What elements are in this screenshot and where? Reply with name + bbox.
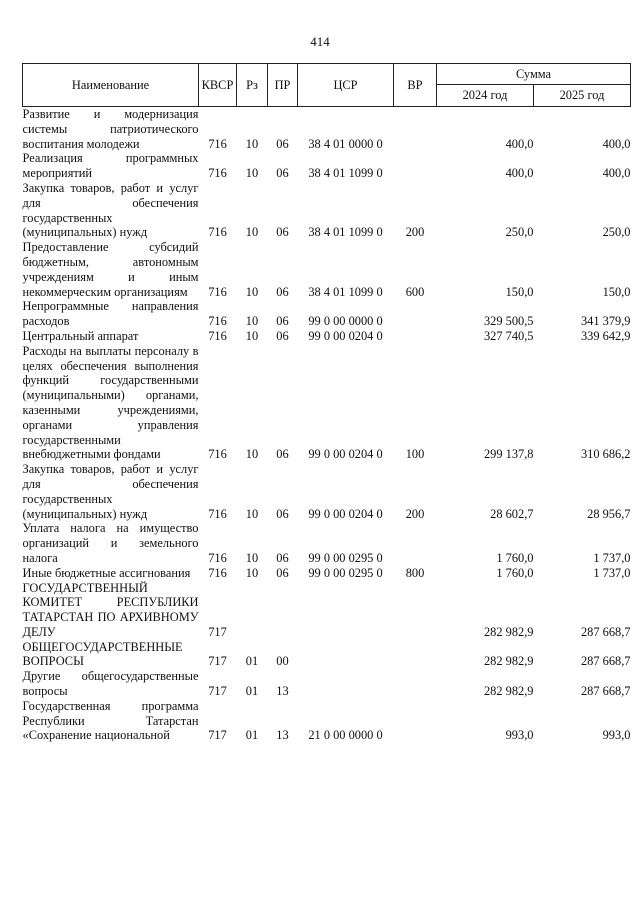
row-name: Закупка товаров, работ и услуг для обеспечения государственных (муниципальных) нужд bbox=[22, 180, 199, 240]
row-csr bbox=[298, 581, 394, 640]
row-rz: 10 bbox=[245, 314, 259, 329]
row-vr bbox=[394, 329, 437, 344]
header-name: Наименование bbox=[23, 64, 199, 107]
table-row bbox=[23, 462, 631, 521]
row-rz: 01 bbox=[245, 728, 259, 743]
row-sum-2024: 1 760,0 bbox=[496, 565, 534, 580]
row-rz: 10 bbox=[245, 506, 259, 521]
page-number: 414 bbox=[310, 34, 330, 49]
row-sum-2024: 400,0 bbox=[505, 166, 534, 181]
row-sum-2025: 1 737,0 bbox=[593, 550, 631, 565]
row-sum-2024: 327 740,5 bbox=[483, 328, 534, 343]
row-csr: 99 0 00 0204 0 bbox=[308, 447, 383, 462]
row-sum-2025: 287 668,7 bbox=[580, 684, 631, 699]
row-pr: 06 bbox=[276, 284, 289, 299]
row-sum-2024: 28 602,7 bbox=[490, 506, 534, 521]
row-sum-2024: 993,0 bbox=[505, 728, 534, 743]
table-row bbox=[23, 151, 631, 181]
row-rz: 10 bbox=[245, 225, 259, 240]
row-name: Закупка товаров, работ и услуг для обеспечения государственных (муниципальных) нужд bbox=[22, 462, 199, 521]
header-csr: ЦСР bbox=[298, 64, 394, 107]
row-pr bbox=[268, 581, 298, 640]
table-row bbox=[23, 299, 631, 329]
row-vr bbox=[394, 669, 437, 699]
row-vr: 200 bbox=[405, 506, 425, 521]
row-kvsr: 717 bbox=[208, 654, 227, 669]
row-csr: 38 4 01 1099 0 bbox=[308, 166, 383, 181]
row-csr bbox=[298, 640, 394, 670]
header-2025: 2025 год bbox=[534, 85, 631, 107]
row-kvsr: 716 bbox=[208, 550, 227, 565]
row-csr: 99 0 00 0295 0 bbox=[308, 565, 383, 580]
row-kvsr: 716 bbox=[208, 314, 227, 329]
row-name: Расходы на выплаты персоналу в целях обеспечения выполнения функций государственными (муниципальными) органами, казенными учреждениями, органами управления государственными внебюджетными фондами bbox=[22, 343, 199, 462]
row-pr: 06 bbox=[276, 136, 289, 151]
table-row bbox=[23, 699, 631, 743]
row-pr: 06 bbox=[276, 447, 289, 462]
row-pr: 06 bbox=[276, 225, 289, 240]
table-row bbox=[23, 344, 631, 462]
row-pr: 13 bbox=[276, 684, 289, 699]
row-pr: 06 bbox=[276, 328, 289, 343]
row-sum-2024: 1 760,0 bbox=[496, 550, 534, 565]
row-sum-2024: 400,0 bbox=[505, 136, 534, 151]
row-csr: 99 0 00 0295 0 bbox=[308, 550, 383, 565]
row-sum-2025: 339 642,9 bbox=[580, 328, 631, 343]
header-kvsr: КВСР bbox=[199, 64, 237, 107]
row-sum-2024: 299 137,8 bbox=[483, 447, 534, 462]
row-rz: 10 bbox=[245, 136, 259, 151]
row-sum-2024: 282 982,9 bbox=[483, 654, 534, 669]
table-row bbox=[23, 566, 631, 581]
row-sum-2025: 250,0 bbox=[602, 225, 631, 240]
row-pr: 13 bbox=[276, 728, 289, 743]
row-pr: 06 bbox=[276, 506, 289, 521]
row-csr: 38 4 01 1099 0 bbox=[308, 284, 383, 299]
row-name: ГОСУДАРСТВЕННЫЙ КОМИТЕТ РЕСПУБЛИКИ ТАТАРСТАН ПО АРХИВНОМУ ДЕЛУ bbox=[22, 580, 199, 639]
row-vr bbox=[394, 151, 437, 181]
row-sum-2025: 400,0 bbox=[602, 136, 631, 151]
row-vr bbox=[394, 107, 437, 152]
row-sum-2025: 400,0 bbox=[602, 166, 631, 181]
row-vr: 600 bbox=[405, 284, 425, 299]
row-sum-2024: 282 982,9 bbox=[483, 624, 534, 639]
row-csr: 99 0 00 0204 0 bbox=[308, 506, 383, 521]
row-csr: 21 0 00 0000 0 bbox=[308, 728, 383, 743]
row-vr: 200 bbox=[405, 225, 425, 240]
row-csr: 99 0 00 0204 0 bbox=[308, 328, 383, 343]
row-sum-2025: 1 737,0 bbox=[593, 565, 631, 580]
header-2024: 2024 год bbox=[437, 85, 534, 107]
row-name: Государственная программа Республики Татарстан «Сохранение национальной bbox=[22, 698, 199, 743]
row-name: Центральный аппарат bbox=[22, 328, 139, 343]
table-row bbox=[23, 521, 631, 565]
table-row bbox=[23, 107, 631, 152]
row-kvsr: 716 bbox=[208, 506, 227, 521]
row-vr: 800 bbox=[405, 565, 425, 580]
row-name: Другие общегосударственные вопросы bbox=[22, 669, 199, 699]
row-pr: 00 bbox=[276, 654, 289, 669]
row-sum-2025: 310 686,2 bbox=[580, 447, 631, 462]
row-sum-2025: 28 956,7 bbox=[587, 506, 631, 521]
row-kvsr: 716 bbox=[208, 565, 227, 580]
row-sum-2024: 250,0 bbox=[505, 225, 534, 240]
table-row bbox=[23, 581, 631, 640]
row-kvsr: 716 bbox=[208, 328, 227, 343]
header-pr: ПР bbox=[268, 64, 298, 107]
table-row bbox=[23, 640, 631, 670]
row-vr bbox=[394, 640, 437, 670]
row-name: Иные бюджетные ассигнования bbox=[22, 565, 191, 580]
row-kvsr: 717 bbox=[208, 624, 227, 639]
row-vr bbox=[394, 299, 437, 329]
row-vr bbox=[394, 699, 437, 743]
row-pr: 06 bbox=[276, 314, 289, 329]
row-csr: 99 0 00 0000 0 bbox=[308, 314, 383, 329]
row-kvsr: 716 bbox=[208, 136, 227, 151]
row-pr: 06 bbox=[276, 565, 289, 580]
row-vr: 100 bbox=[405, 447, 425, 462]
row-rz: 10 bbox=[245, 284, 259, 299]
table-body bbox=[23, 107, 631, 744]
row-name: Реализация программных мероприятий bbox=[22, 151, 199, 181]
table-row bbox=[23, 329, 631, 344]
table-header bbox=[23, 64, 631, 107]
row-kvsr: 716 bbox=[208, 225, 227, 240]
row-sum-2025: 287 668,7 bbox=[580, 624, 631, 639]
table-row bbox=[23, 669, 631, 699]
row-kvsr: 716 bbox=[208, 447, 227, 462]
header-rz: Рз bbox=[237, 64, 268, 107]
row-sum-2024: 329 500,5 bbox=[483, 314, 534, 329]
row-rz: 10 bbox=[245, 447, 259, 462]
row-sum-2024: 282 982,9 bbox=[483, 684, 534, 699]
row-rz: 01 bbox=[245, 654, 259, 669]
row-sum-2025: 341 379,9 bbox=[580, 314, 631, 329]
row-name: ОБЩЕГОСУДАРСТВЕННЫЕ ВОПРОСЫ bbox=[22, 639, 183, 669]
row-csr: 38 4 01 0000 0 bbox=[308, 136, 383, 151]
row-sum-2024: 150,0 bbox=[505, 284, 534, 299]
header-sum: Сумма bbox=[437, 64, 631, 85]
row-csr bbox=[298, 669, 394, 699]
row-name: Развитие и модернизация системы патриотического воспитания молодежи bbox=[22, 107, 199, 151]
row-rz: 10 bbox=[245, 328, 259, 343]
row-kvsr: 717 bbox=[208, 728, 227, 743]
budget-table bbox=[22, 63, 631, 743]
row-rz: 10 bbox=[245, 166, 259, 181]
row-sum-2025: 287 668,7 bbox=[580, 654, 631, 669]
row-name: Уплата налога на имущество организаций и земельного налога bbox=[22, 521, 199, 565]
header-vr: ВР bbox=[394, 64, 437, 107]
row-rz bbox=[237, 581, 268, 640]
row-kvsr: 716 bbox=[208, 166, 227, 181]
row-rz: 10 bbox=[245, 550, 259, 565]
row-csr: 38 4 01 1099 0 bbox=[308, 225, 383, 240]
row-kvsr: 717 bbox=[208, 684, 227, 699]
row-vr bbox=[394, 581, 437, 640]
row-sum-2025: 150,0 bbox=[602, 284, 631, 299]
row-name: Непрограммные направления расходов bbox=[22, 299, 199, 329]
row-pr: 06 bbox=[276, 550, 289, 565]
row-pr: 06 bbox=[276, 166, 289, 181]
row-rz: 01 bbox=[245, 684, 259, 699]
row-sum-2025: 993,0 bbox=[602, 728, 631, 743]
row-rz: 10 bbox=[245, 565, 259, 580]
row-vr bbox=[394, 521, 437, 565]
row-kvsr: 716 bbox=[208, 284, 227, 299]
table-row bbox=[23, 181, 631, 240]
row-name: Предоставление субсидий бюджетным, автономным учреждениям и иным некоммерческим организациям bbox=[22, 240, 199, 299]
table-row bbox=[23, 240, 631, 299]
